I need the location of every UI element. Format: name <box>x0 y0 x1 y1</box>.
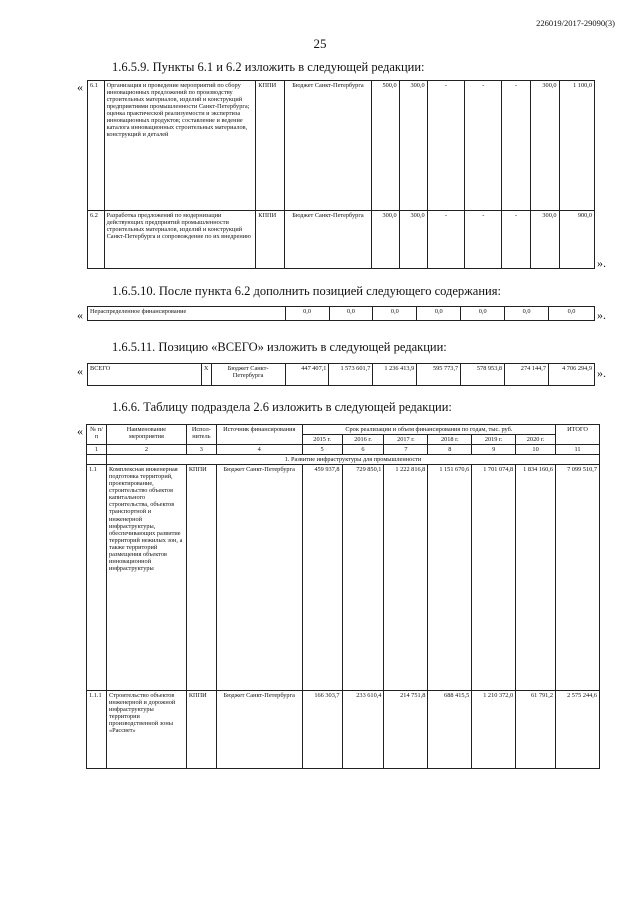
table-header-row: № п/п Наименование мероприятия Испол-нитель Источник финансирования Срок реализации и объем финансирования по годам, тыс. руб. ИТОГО <box>87 425 600 435</box>
quote-close: ». <box>597 308 606 322</box>
column-number-row: 1 2 3 4 5 6 7 8 9 10 11 <box>87 445 600 455</box>
quote-open: « <box>77 308 83 322</box>
table-1659 <box>87 80 595 269</box>
table-header-row: 2015 г. 2016 г. 2017 г. 2018 г. 2019 г. 2020 г. <box>87 435 600 445</box>
heading-16511: 1.6.5.11. Позицию «ВСЕГО» изложить в следующей редакции: <box>112 340 447 354</box>
heading-16510: 1.6.5.10. После пункта 6.2 дополнить позицией следующего содержания: <box>112 284 501 298</box>
table-16510 <box>87 306 595 321</box>
section-row: 1. Развитие инфраструктуры для промышленности <box>87 455 600 465</box>
table-row: 6.1 Организация и проведение мероприятий по сбору инновационных предложений по производству строительных материалов, изделий и конструкций предприятиями промышленности Санкт-Петербурга; оценка практической реализуемости и экспертиза инновационных продуктов; составление и ведение каталога инновационных строительных материалов, конструкций и деталей КППИ Бюджет Санкт-Петербурга 500,0 300,0 - - - 300,0 1 100,0 <box>88 81 595 211</box>
quote-close: ». <box>597 366 606 380</box>
table-row: Нераспределенное финансирование 0,0 0,0 0,0 0,0 0,0 0,0 0,0 <box>88 307 595 321</box>
heading-166: 1.6.6. Таблицу подраздела 2.6 изложить в следующей редакции: <box>112 400 452 414</box>
quote-open: « <box>77 80 83 94</box>
page-number: 25 <box>313 36 327 51</box>
document-number: 226019/2017-29090(3) <box>536 18 615 28</box>
table-row: 1.1.1 Строительство объектов инженерной и дорожной инфраструктуры территории производственной зоны «Рассвет» КППИ Бюджет Санкт-Петербурга 166 303,7 233 610,4 214 751,8 688 415,5 1 210 372,0 61 791,2 2 575 244,6 <box>87 691 600 769</box>
table-row: 1.1 Комплексная инженерная подготовка территорий, проектирование, строительство объектов капитального строительства, объектов транспортной и инженерной инфраструктуры, обеспечивающих развитие территорий нежилых зон, а также территорий размещения объектов инновационной инфраструктуры КППИ Бюджет Санкт-Петербурга 459 937,8 729 850,1 1 222 816,8 1 151 670,6 1 701 074,8 1 834 160,6 7 099 510,7 <box>87 465 600 691</box>
heading-1659: 1.6.5.9. Пункты 6.1 и 6.2 изложить в следующей редакции: <box>112 60 425 74</box>
quote-close: ». <box>597 256 606 270</box>
table-166 <box>86 424 600 769</box>
table-16511 <box>87 363 595 386</box>
quote-open: « <box>77 364 83 378</box>
table-row: ВСЕГО Х Бюджет Санкт-Петербурга 447 407,1 1 573 601,7 1 236 413,9 595 773,7 578 953,8 274 144,7 4 706 294,9 <box>88 364 595 386</box>
quote-open: « <box>77 424 83 438</box>
table-row: 6.2 Разработка предложений по модернизации действующих предприятий промышленности строительных материалов, изделий и конструкций Санкт-Петербурга и сопровождение по их внедрению КППИ Бюджет Санкт-Петербурга 300,0 300,0 - - - 300,0 900,0 <box>88 211 595 269</box>
